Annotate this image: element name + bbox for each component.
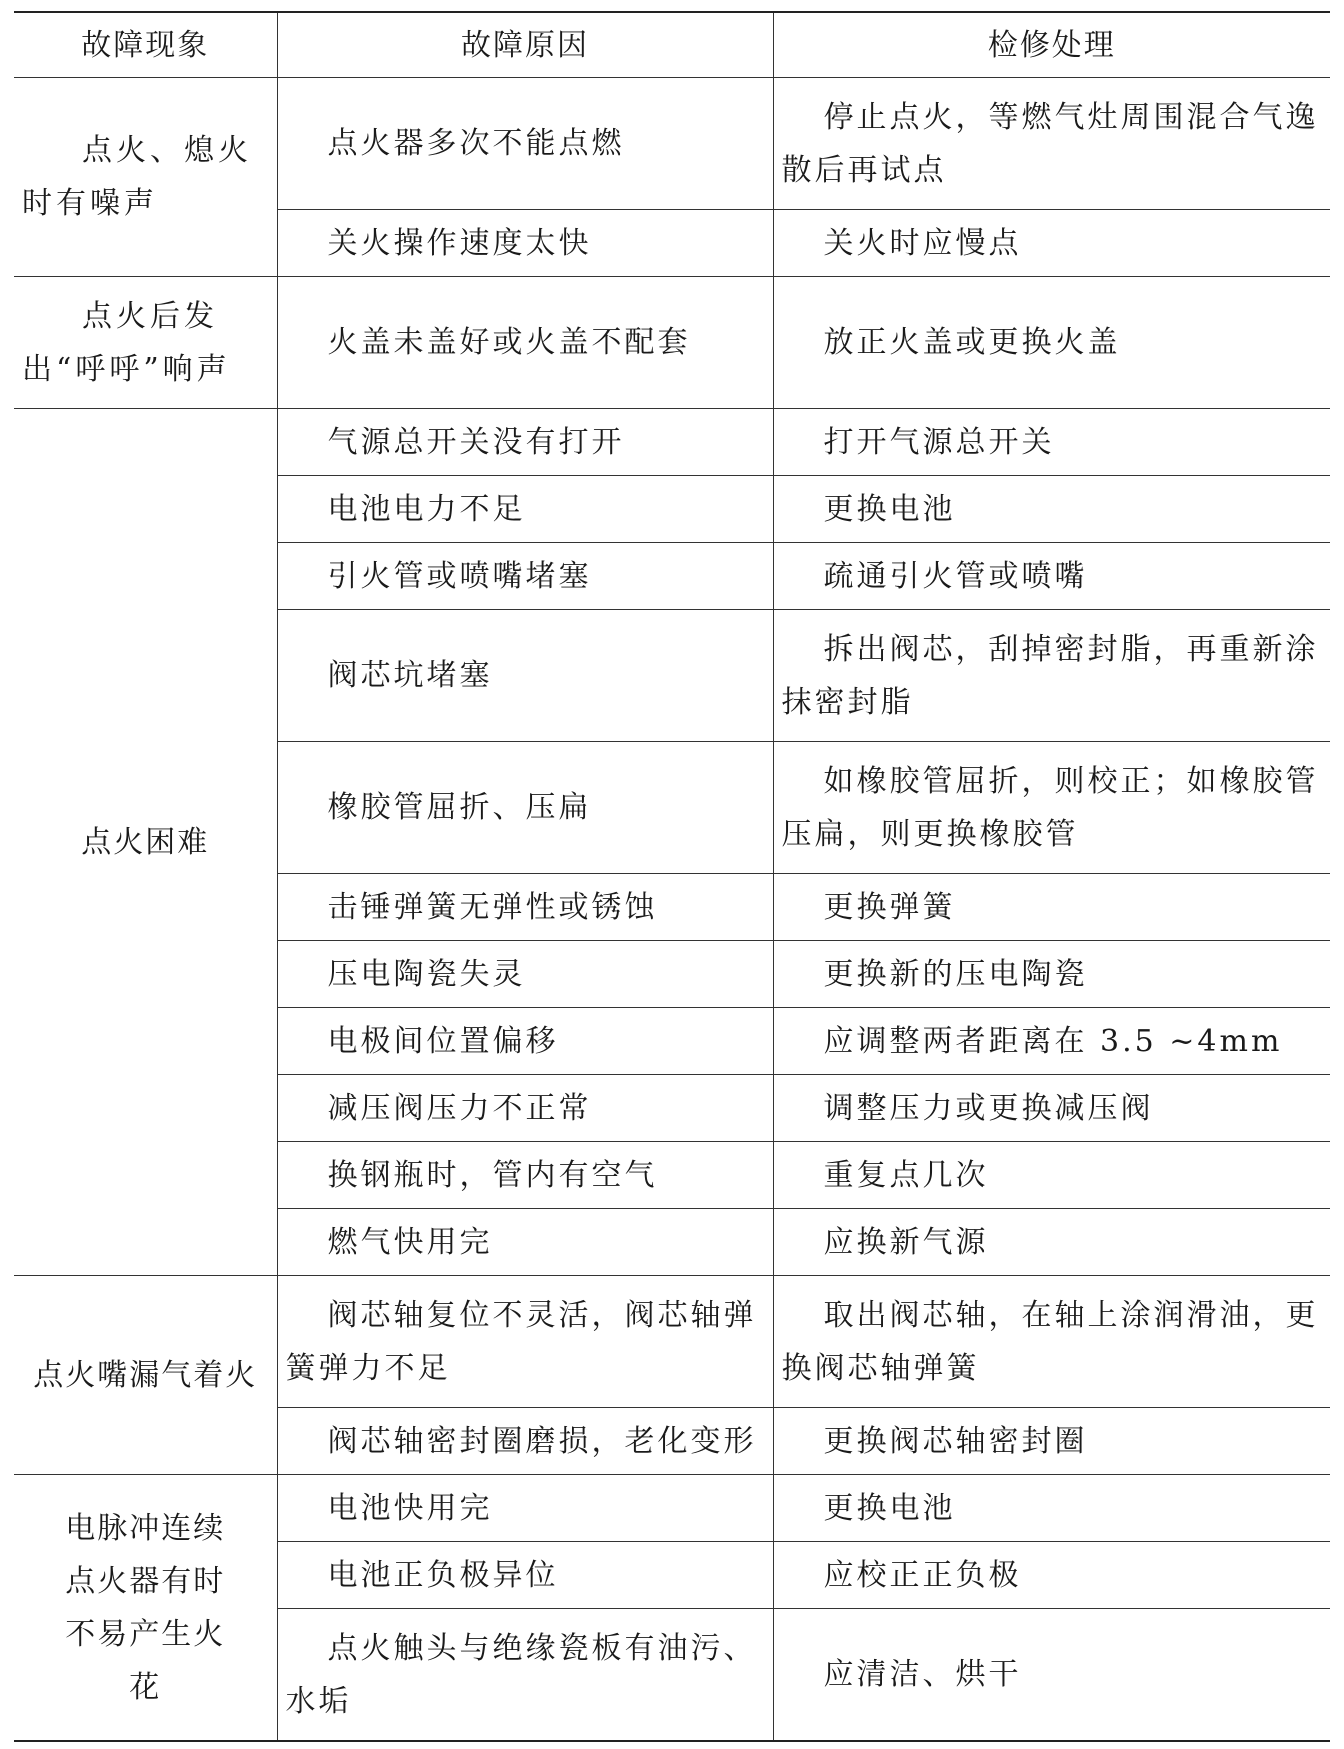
fix-cell (773, 1142, 1330, 1209)
table-row (14, 1475, 1330, 1542)
fix-text: 调整压力或更换减压阀 (823, 1090, 1154, 1126)
fix-cell (773, 277, 1330, 409)
cause-text: 火盖未盖好或火盖不配套 (327, 325, 691, 360)
header-row (14, 12, 1330, 78)
cause-text: 压电陶瓷失灵 (327, 956, 526, 992)
fix-text: 更换电池 (823, 491, 956, 527)
cause-text: 阀芯轴复位不灵活，阀芯轴弹簧弹力不足 (285, 1297, 757, 1386)
fix-cell (773, 1408, 1330, 1475)
symptom-cell: 电脉冲连续点火器有时不易产生火花 (14, 1475, 277, 1742)
cause-cell (277, 1075, 773, 1142)
fix-cell (773, 1609, 1330, 1742)
cause-cell (277, 543, 773, 610)
fix-cell (773, 1008, 1330, 1075)
table-row (14, 1276, 1330, 1408)
cause-cell (277, 409, 773, 476)
cause-cell (277, 1542, 773, 1609)
cause-cell (277, 742, 773, 874)
symptom-cell: 点火、熄火时有噪声 (22, 133, 252, 221)
cause-cell (277, 277, 773, 409)
symptom-cell: 点火嘴漏气着火 (14, 1276, 277, 1475)
fix-cell (773, 1209, 1330, 1276)
fix-text: 停止点火，等燃气灶周围混合气逸散后再试点 (781, 99, 1319, 188)
cause-text: 气源总开关没有打开 (327, 424, 625, 460)
cause-text: 燃气快用完 (327, 1224, 493, 1260)
fix-text: 打开气源总开关 (823, 424, 1055, 460)
fix-cell (773, 874, 1330, 941)
cause-cell (277, 1209, 773, 1276)
cause-text: 电池快用完 (327, 1490, 493, 1526)
fix-text: 重复点几次 (823, 1157, 989, 1193)
table-row (14, 277, 1330, 409)
table-row (14, 78, 1330, 210)
table-row (14, 409, 1330, 476)
fix-text: 更换弹簧 (823, 889, 956, 925)
cause-cell (277, 941, 773, 1008)
cause-text: 电池电力不足 (327, 491, 526, 527)
cause-cell (277, 1008, 773, 1075)
fix-cell (773, 941, 1330, 1008)
cause-text: 电池正负极异位 (327, 1557, 559, 1593)
fix-text: 应调整两者距离在 3.5 ~4mm (823, 1023, 1283, 1059)
header-fix: 检修处理 (773, 12, 1330, 78)
fix-text: 关火时应慢点 (823, 225, 1022, 261)
fix-cell (773, 742, 1330, 874)
cause-text: 电极间位置偏移 (327, 1023, 559, 1059)
cause-cell (277, 476, 773, 543)
cause-text: 阀芯轴密封圈磨损，老化变形 (327, 1423, 757, 1459)
cause-cell (277, 1408, 773, 1475)
fix-text: 应换新气源 (823, 1224, 989, 1260)
cause-cell (277, 1142, 773, 1209)
cause-cell (277, 1475, 773, 1542)
cause-text: 引火管或喷嘴堵塞 (327, 558, 592, 594)
fix-cell (773, 1542, 1330, 1609)
fix-text: 放正火盖或更换火盖 (823, 325, 1121, 360)
header-cause: 故障原因 (277, 12, 773, 78)
fix-cell (773, 78, 1330, 210)
symptom-cell: 点火困难 (14, 409, 277, 1276)
cause-cell (277, 874, 773, 941)
fix-text: 拆出阀芯，刮掉密封脂，再重新涂抹密封脂 (781, 631, 1319, 720)
fix-text: 应清洁、烘干 (823, 1657, 1022, 1692)
fix-text: 应校正正负极 (823, 1557, 1022, 1593)
cause-text: 换钢瓶时，管内有空气 (327, 1157, 658, 1193)
cause-text: 点火器多次不能点燃 (327, 126, 625, 161)
fix-cell (773, 409, 1330, 476)
fault-table-container (14, 11, 1330, 1742)
fix-text: 如橡胶管屈折，则校正；如橡胶管压扁，则更换橡胶管 (781, 763, 1319, 852)
fix-text: 更换电池 (823, 1490, 956, 1526)
cause-text: 橡胶管屈折、压扁 (327, 790, 592, 825)
fix-text: 更换新的压电陶瓷 (823, 956, 1088, 992)
cause-cell (277, 1276, 773, 1408)
cause-text: 减压阀压力不正常 (327, 1090, 592, 1126)
cause-text: 阀芯坑堵塞 (327, 658, 493, 693)
cause-cell (277, 78, 773, 210)
fix-cell (773, 1075, 1330, 1142)
header-symptom: 故障现象 (14, 12, 277, 78)
cause-cell (277, 1609, 773, 1742)
cause-text: 击锤弹簧无弹性或锈蚀 (327, 889, 658, 925)
fix-text: 更换阀芯轴密封圈 (823, 1423, 1088, 1459)
fix-cell (773, 543, 1330, 610)
fault-table (14, 11, 1330, 1742)
fix-cell (773, 1475, 1330, 1542)
fix-text: 取出阀芯轴，在轴上涂润滑油，更换阀芯轴弹簧 (781, 1297, 1319, 1386)
fix-cell (773, 476, 1330, 543)
fix-text: 疏通引火管或喷嘴 (823, 558, 1088, 594)
fix-cell (773, 210, 1330, 277)
cause-cell (277, 610, 773, 742)
fix-cell (773, 610, 1330, 742)
cause-text: 关火操作速度太快 (327, 225, 592, 261)
cause-text: 点火触头与绝缘瓷板有油污、水垢 (285, 1630, 757, 1719)
fix-cell (773, 1276, 1330, 1408)
symptom-cell: 点火后发出“呼呼”响声 (14, 277, 277, 409)
cause-cell (277, 210, 773, 277)
